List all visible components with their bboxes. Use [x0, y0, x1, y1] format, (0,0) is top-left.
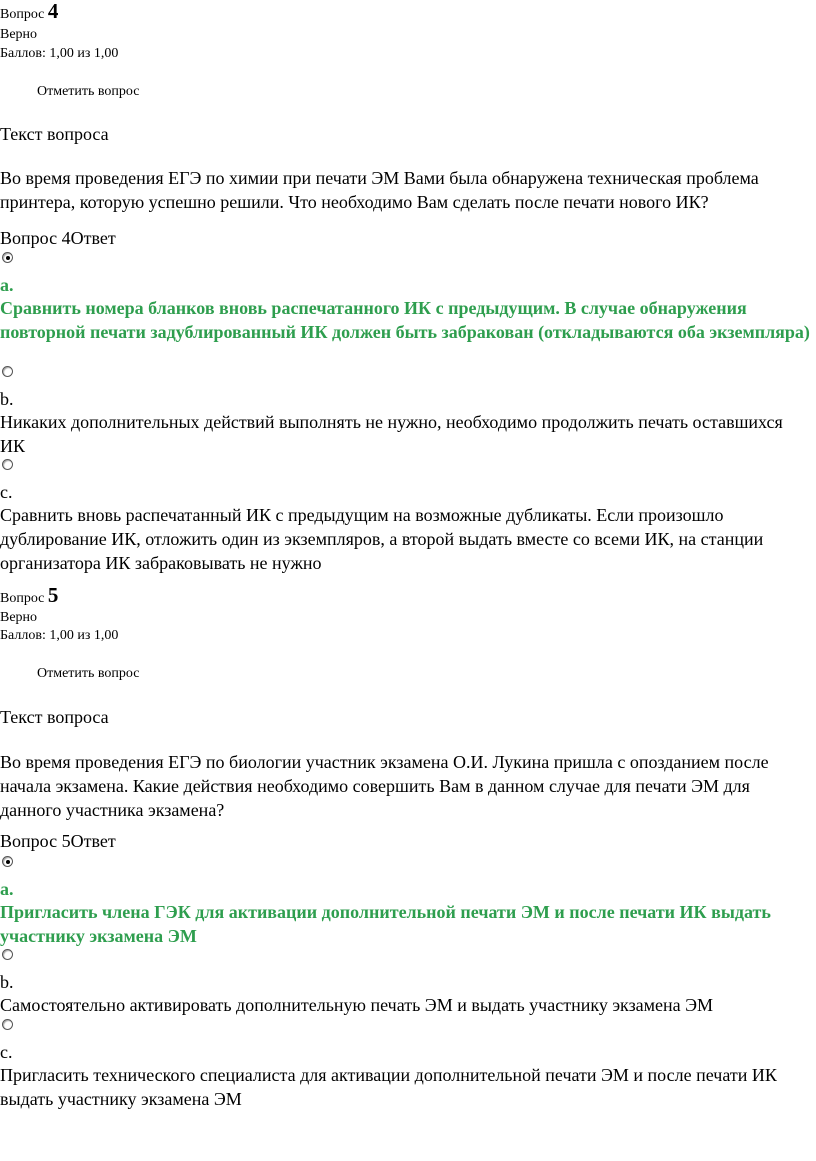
- question-number: 5: [47, 583, 59, 607]
- question-label: Вопрос: [0, 591, 45, 606]
- option-a-letter: a.: [0, 275, 14, 295]
- option-a-text: Пригласить члена ГЭК для активации дополнительной печати ЭМ и после печати ИК выдать участнику экзамена ЭМ: [0, 902, 771, 946]
- option-c-text: Пригласить технического специалиста для активации дополнительной печати ЭМ и после печати ИК выдать участнику экзамена ЭМ: [0, 1065, 777, 1109]
- answer-heading: Вопрос 4Ответ: [0, 228, 116, 248]
- option-b-letter: b.: [0, 389, 14, 409]
- option-c-letter: c.: [0, 1042, 13, 1062]
- option-a-radio[interactable]: [2, 856, 13, 867]
- option-b-text: Самостоятельно активировать дополнительную печать ЭМ и выдать участнику экзамена ЭМ: [0, 995, 714, 1015]
- question-header: [0, 583, 810, 608]
- option-a-radio[interactable]: [2, 252, 13, 263]
- answer-heading: Вопрос 5Ответ: [0, 831, 116, 851]
- question-score: Баллов: 1,00 из 1,00: [0, 628, 119, 643]
- flag-question-link[interactable]: Отметить вопрос: [37, 666, 140, 681]
- option-a-text: Сравнить номера бланков вновь распечатанного ИК с предыдущим. В случае обнаружения повторной печати задублированный ИК должен быть забракован (откладываются оба экземпляра): [0, 298, 810, 342]
- question-text-heading: Текст вопроса: [0, 707, 109, 727]
- option-b-radio[interactable]: [2, 366, 13, 377]
- option-b-letter: b.: [0, 972, 14, 992]
- question-text-heading: Текст вопроса: [0, 124, 109, 144]
- option-c-text: Сравнить вновь распечатанный ИК с предыдущим на возможные дубликаты. Если произошло дублирование ИК, отложить один из экземпляров, а второй выдать вместе со всеми ИК, на станции организатора ИК забраковывать не нужно: [0, 505, 764, 573]
- question-status: Верно: [0, 27, 38, 42]
- option-b-text: Никаких дополнительных действий выполнять не нужно, необходимо продолжить печать оставшихся ИК: [0, 412, 783, 456]
- question-text: Во время проведения ЕГЭ по биологии участник экзамена О.И. Лукина пришла с опозданием после начала экзамена. Какие действия необходимо совершить Вам в данном случае для печати ЭМ для данного участника экзамена?: [0, 752, 769, 820]
- option-c-letter: c.: [0, 482, 13, 502]
- question-label: Вопрос: [0, 7, 45, 22]
- option-b-radio[interactable]: [2, 949, 13, 960]
- option-a-letter: a.: [0, 879, 14, 899]
- question-number: 4: [47, 0, 59, 23]
- question-score: Баллов: 1,00 из 1,00: [0, 46, 119, 61]
- option-c-radio[interactable]: [2, 1019, 13, 1030]
- question-status: Верно: [0, 610, 38, 625]
- question-text: Во время проведения ЕГЭ по химии при печати ЭМ Вами была обнаружена техническая проблема принтера, которую успешно решили. Что необходимо Вам сделать после печати нового ИК?: [0, 168, 759, 212]
- question-header: [0, 2, 810, 24]
- flag-question-link[interactable]: Отметить вопрос: [37, 84, 140, 99]
- option-c-radio[interactable]: [2, 459, 13, 470]
